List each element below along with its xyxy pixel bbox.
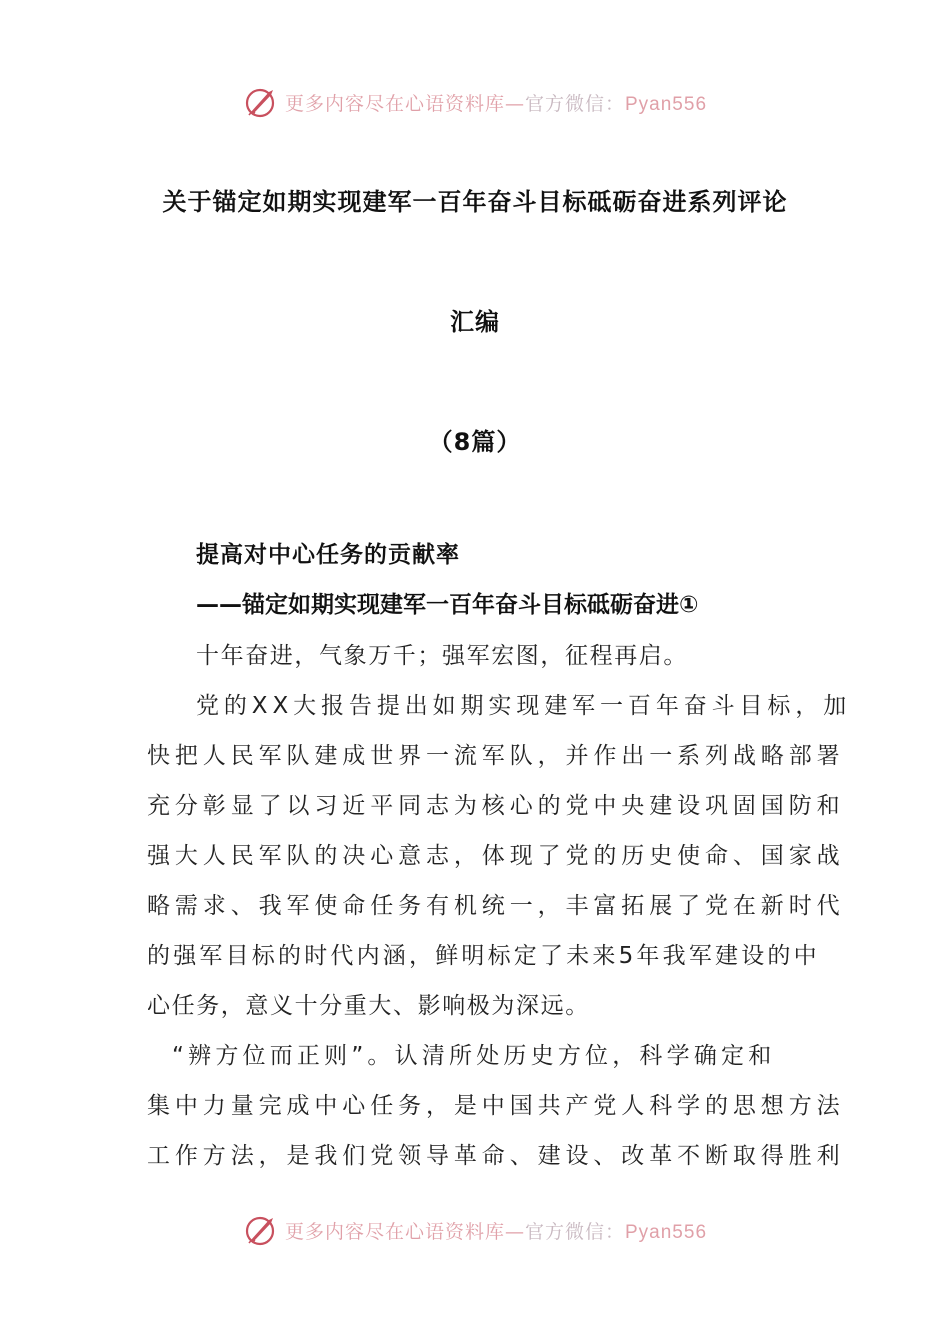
- section-heading: 提高对中心任务的贡献率: [196, 542, 460, 568]
- body-line: 十年奋进，气象万千；强军宏图，征程再启。: [196, 643, 688, 669]
- body-line: 快把人民军队建成世界一流军队，并作出一系列战略部署: [147, 743, 845, 769]
- quill-pen-logo-icon: [243, 84, 279, 120]
- body-line: 略需求、我军使命任务有机统一，丰富拓展了党在新时代: [147, 893, 845, 919]
- watermark-text: 更多内容尽在心语资料库—官方微信：Pyan556: [284, 92, 708, 115]
- watermark-text: 更多内容尽在心语资料库—官方微信：Pyan556: [284, 1220, 708, 1243]
- document-title-line-2: 汇编: [450, 308, 500, 336]
- body-line: 集中力量完成中心任务，是中国共产党人科学的思想方法: [147, 1093, 845, 1119]
- body-line: 的强军目标的时代内涵，鲜明标定了未来5年我军建设的中: [147, 943, 820, 969]
- body-line: 充分彰显了以习近平同志为核心的党中央建设巩固国防和: [147, 793, 845, 819]
- document-title-count: （8篇）: [428, 428, 522, 456]
- quill-pen-logo-icon: [243, 1212, 279, 1248]
- document-title-line-1: 关于锚定如期实现建军一百年奋斗目标砥砺奋进系列评论: [162, 188, 788, 216]
- body-line: 强大人民军队的决心意志，体现了党的历史使命、国家战: [147, 843, 845, 869]
- body-line: 心任务，意义十分重大、影响极为深远。: [147, 993, 590, 1019]
- body-line: 党的XX大报告提出如期实现建军一百年奋斗目标，加: [196, 693, 852, 719]
- body-line: “辨方位而正则”。认清所处历史方位，科学确定和: [172, 1043, 776, 1069]
- watermark-banner-bottom: [0, 1210, 950, 1250]
- watermark-banner-top: [0, 82, 950, 122]
- body-line: 工作方法，是我们党领导革命、建设、改革不断取得胜利: [147, 1143, 845, 1169]
- section-subheading: ——锚定如期实现建军一百年奋斗目标砥砺奋进①: [196, 592, 699, 618]
